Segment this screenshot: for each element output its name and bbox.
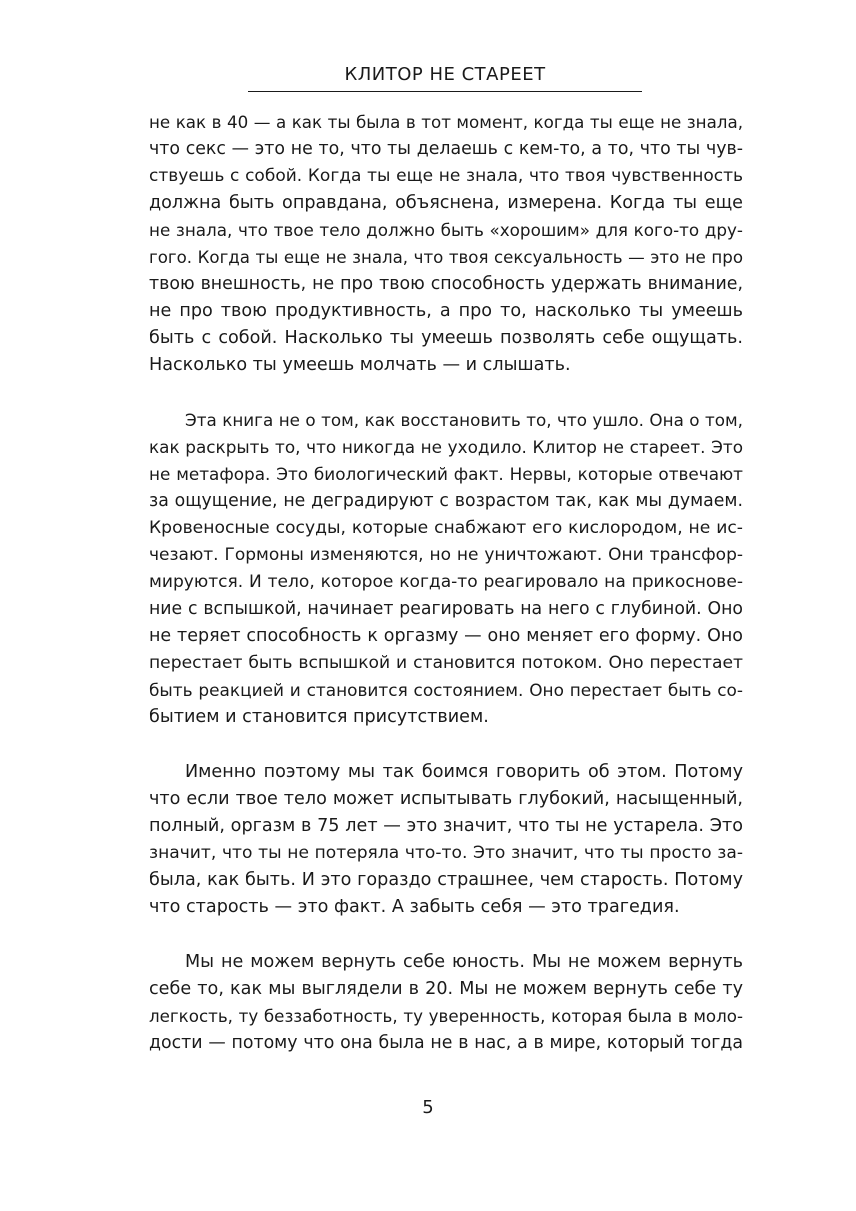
paragraph-1 (149, 109, 743, 379)
text-line: мируются. И тело, которое когда-то реагировало на прикоснове- (149, 572, 743, 592)
text-line: была, как быть. И это гораздо страшнее, чем старость. Потому (149, 870, 743, 890)
text-line: Насколько ты умеешь молчать — и слышать. (149, 355, 571, 375)
text-line: дости — потому что она была не в нас, а в мире, который тогда (149, 1033, 743, 1053)
text-line: не как в 40 — а как ты была в тот момент, когда ты еще не знала, (149, 112, 743, 132)
text-line: ствуешь с собой. Когда ты еще не знала, что твоя чувственность (149, 166, 743, 186)
paragraph-3 (149, 759, 743, 921)
text-line: гого. Когда ты еще не знала, что твоя сексуальность — это не про (149, 248, 743, 267)
page-body (149, 109, 743, 1057)
page-number: 5 (422, 1097, 434, 1118)
text-line: не знала, что твое тело должно быть «хорошим» для кого-то дру- (149, 220, 743, 240)
text-line: себе то, как мы выглядели в 20. Мы не можем вернуть себе ту (149, 979, 743, 999)
text-line: не теряет способность к оргазму — оно меняет его форму. Оно (149, 626, 743, 646)
text-line: ние с вспышкой, начинает реагировать на него с глубиной. Оно (149, 599, 743, 619)
text-line: Именно поэтому мы так боимся говорить об этом. Потому (185, 762, 743, 782)
text-line: твою внешность, не про твою способность удержать внимание, (149, 274, 743, 294)
text-line: значит, что ты не потеряла что-то. Это значит, что ты просто за- (149, 843, 743, 863)
paragraph-4 (149, 949, 743, 1057)
text-line: как раскрыть то, что никогда не уходило. Клитор не стареет. Это (149, 437, 743, 457)
text-line: быть с собой. Насколько ты умеешь позволять себе ощущать. (149, 328, 743, 348)
paragraph-2 (149, 407, 743, 731)
text-line: Кровеносные сосуды, которые снабжают его кислородом, не ис- (149, 518, 743, 538)
text-line: должна быть оправдана, объяснена, измерена. Когда ты еще (149, 193, 743, 213)
text-line: что если твое тело может испытывать глубокий, насыщенный, (149, 789, 743, 809)
running-title: КЛИТОР НЕ СТАРЕЕТ (344, 64, 546, 85)
text-line: Мы не можем вернуть себе юность. Мы не можем вернуть (185, 952, 743, 972)
text-line: за ощущение, не деградируют с возрастом так, как мы думаем. (149, 491, 743, 511)
text-line: чезают. Гормоны изменяются, но не уничтожают. Они трансфор- (149, 545, 743, 565)
text-line: не метафора. Это биологический факт. Нервы, которые отвечают (149, 464, 743, 484)
running-header (248, 63, 642, 92)
text-line: что старость — это факт. А забыть себя — это трагедия. (149, 897, 680, 917)
text-line: полный, оргазм в 75 лет — это значит, что ты не устарела. Это (149, 816, 743, 836)
text-line: бытием и становится присутствием. (149, 707, 489, 727)
text-line: легкость, ту беззаботность, ту уверенность, которая была в моло- (149, 1007, 743, 1026)
text-line: перестает быть вспышкой и становится потоком. Оно перестает (149, 653, 743, 673)
text-line: не про твою продуктивность, а про то, насколько ты умеешь (149, 301, 743, 321)
text-line: Эта книга не о том, как восстановить то, что ушло. Она о том, (185, 410, 743, 430)
text-line: быть реакцией и становится состоянием. Оно перестает быть со- (149, 680, 743, 700)
text-line: что секс — это не то, что ты делаешь с кем-то, а то, что ты чув- (149, 139, 743, 159)
